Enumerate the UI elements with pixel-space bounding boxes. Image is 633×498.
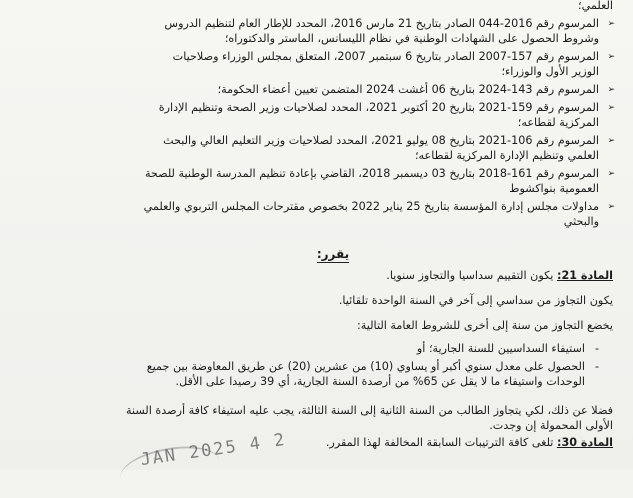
visa-line: المرسوم رقم 161-2018 بتاريخ 03 ديسمبر 2018، القاضي بإعادة تنظيم المدرسة الوطنية للصحة <box>144 167 599 180</box>
condition-line: الوحدات واستيفاء ما لا يقل عن 65% من أرصدة السنة الجارية، أي 39 رصيدا على الأقل. <box>175 375 585 388</box>
bullet-arrow-icon: ➢ <box>607 19 615 29</box>
visa-item <box>53 49 613 79</box>
visa-item <box>53 16 613 46</box>
condition-item <box>53 341 613 356</box>
condition-line: استيفاء السداسيين للسنة الجارية؛ أو <box>416 342 585 355</box>
bullet-arrow-icon: ➢ <box>607 202 615 212</box>
conditions-list <box>53 341 613 389</box>
visa-item <box>53 199 613 229</box>
visa-item <box>53 100 613 130</box>
bullet-arrow-icon: ➢ <box>607 85 615 95</box>
bullet-arrow-icon: ➢ <box>607 136 615 146</box>
visa-line: العمومية بنواكشوط <box>509 182 599 195</box>
visa-item <box>53 82 613 97</box>
article-21-text: يكون التقييم سداسيا والتجاوز سنويا. <box>386 269 557 282</box>
dash-bullet: - <box>594 360 599 373</box>
paragraph-2: يخضع التجاوز من سنة إلى أخرى للشروط العامة التالية: <box>356 319 613 332</box>
date-stamp: 2 4 JAN 2025 <box>139 429 288 471</box>
visas-list <box>53 16 613 229</box>
article-21-label: المادة 21: <box>556 269 613 282</box>
visa-line: مداولات مجلس إدارة المؤسسة بتاريخ 25 يناير 2022 بخصوص مقترحات المجلس التربوي والعلمي <box>143 200 599 213</box>
article-30 <box>53 435 613 450</box>
visa-line: العلمي وتنظيم الإدارة المركزية لقطاعه؛ <box>414 149 599 162</box>
bullet-arrow-icon: ➢ <box>607 52 615 62</box>
article-30-label: المادة 30: <box>556 436 613 449</box>
visa-line: وشروط الحصول على الشهادات الوطنية في نظام الليسانس، الماستر والدكتوراه؛ <box>224 32 599 45</box>
paragraph-3-line: الأولى المحمولة إن وجدت. <box>489 419 613 432</box>
visa-item <box>53 133 613 163</box>
visa-line: المرسوم رقم 157-2007 الصادر بتاريخ 6 سبتمبر 2007، المتعلق بمجلس الوزراء وصلاحيات <box>172 50 599 63</box>
condition-line: الحصول على معدل سنوي أكبر أو يساوي (10) من عشرين (20) عن طريق المعاوضة بين جميع <box>146 360 585 373</box>
bullet-arrow-icon: ➢ <box>607 103 615 113</box>
visa-line: الوزير الأول والوزراء؛ <box>501 65 599 78</box>
bullet-arrow-icon: ➢ <box>607 169 615 179</box>
visa-line: المرسوم رقم 106-2021 بتاريخ 08 يوليو 2021، المحدد لصلاحيات وزير التعليم العالي والبحث <box>163 134 599 147</box>
paragraph-3 <box>53 403 613 433</box>
visa-line: والبحثي <box>563 215 599 228</box>
decree-heading <box>53 247 613 262</box>
decree-heading-text: يقرر: <box>316 247 350 261</box>
article-30-text: تلغى كافة الترتيبات السابقة المخالفة لهذا المقرر. <box>325 436 557 449</box>
visa-item <box>53 166 613 196</box>
document-body <box>53 0 613 450</box>
visa-line: المرسوم رقم 159-2021 بتاريخ 20 أكتوبر 2021، المحدد لصلاحيات وزير الصحة وتنظيم الإدارة <box>158 101 599 114</box>
paragraph-1: يكون التجاوز من سداسي إلى آخر في السنة الواحدة تلقائيا. <box>338 294 613 307</box>
condition-item <box>53 359 613 389</box>
visa-line: المرسوم رقم 2016-044 الصادر بتاريخ 21 مارس 2016، المحدد للإطار العام لتنظيم الدروس <box>164 17 599 30</box>
paragraph-3-line: فضلا عن ذلك، لكي يتجاوز الطالب من السنة الثانية إلى السنة الثالثة، يجب عليه استيفاء كافة أرصدة السنة <box>125 404 613 417</box>
visa-line: المركزية لقطاعه؛ <box>517 116 599 129</box>
dash-bullet: - <box>594 342 599 355</box>
top-line: العلمي؛ <box>578 0 613 12</box>
article-21 <box>53 268 613 283</box>
visa-line: المرسوم رقم 143-2024 بتاريخ 06 أغشت 2024 المتضمن تعيين أعضاء الحكومة؛ <box>217 83 599 96</box>
